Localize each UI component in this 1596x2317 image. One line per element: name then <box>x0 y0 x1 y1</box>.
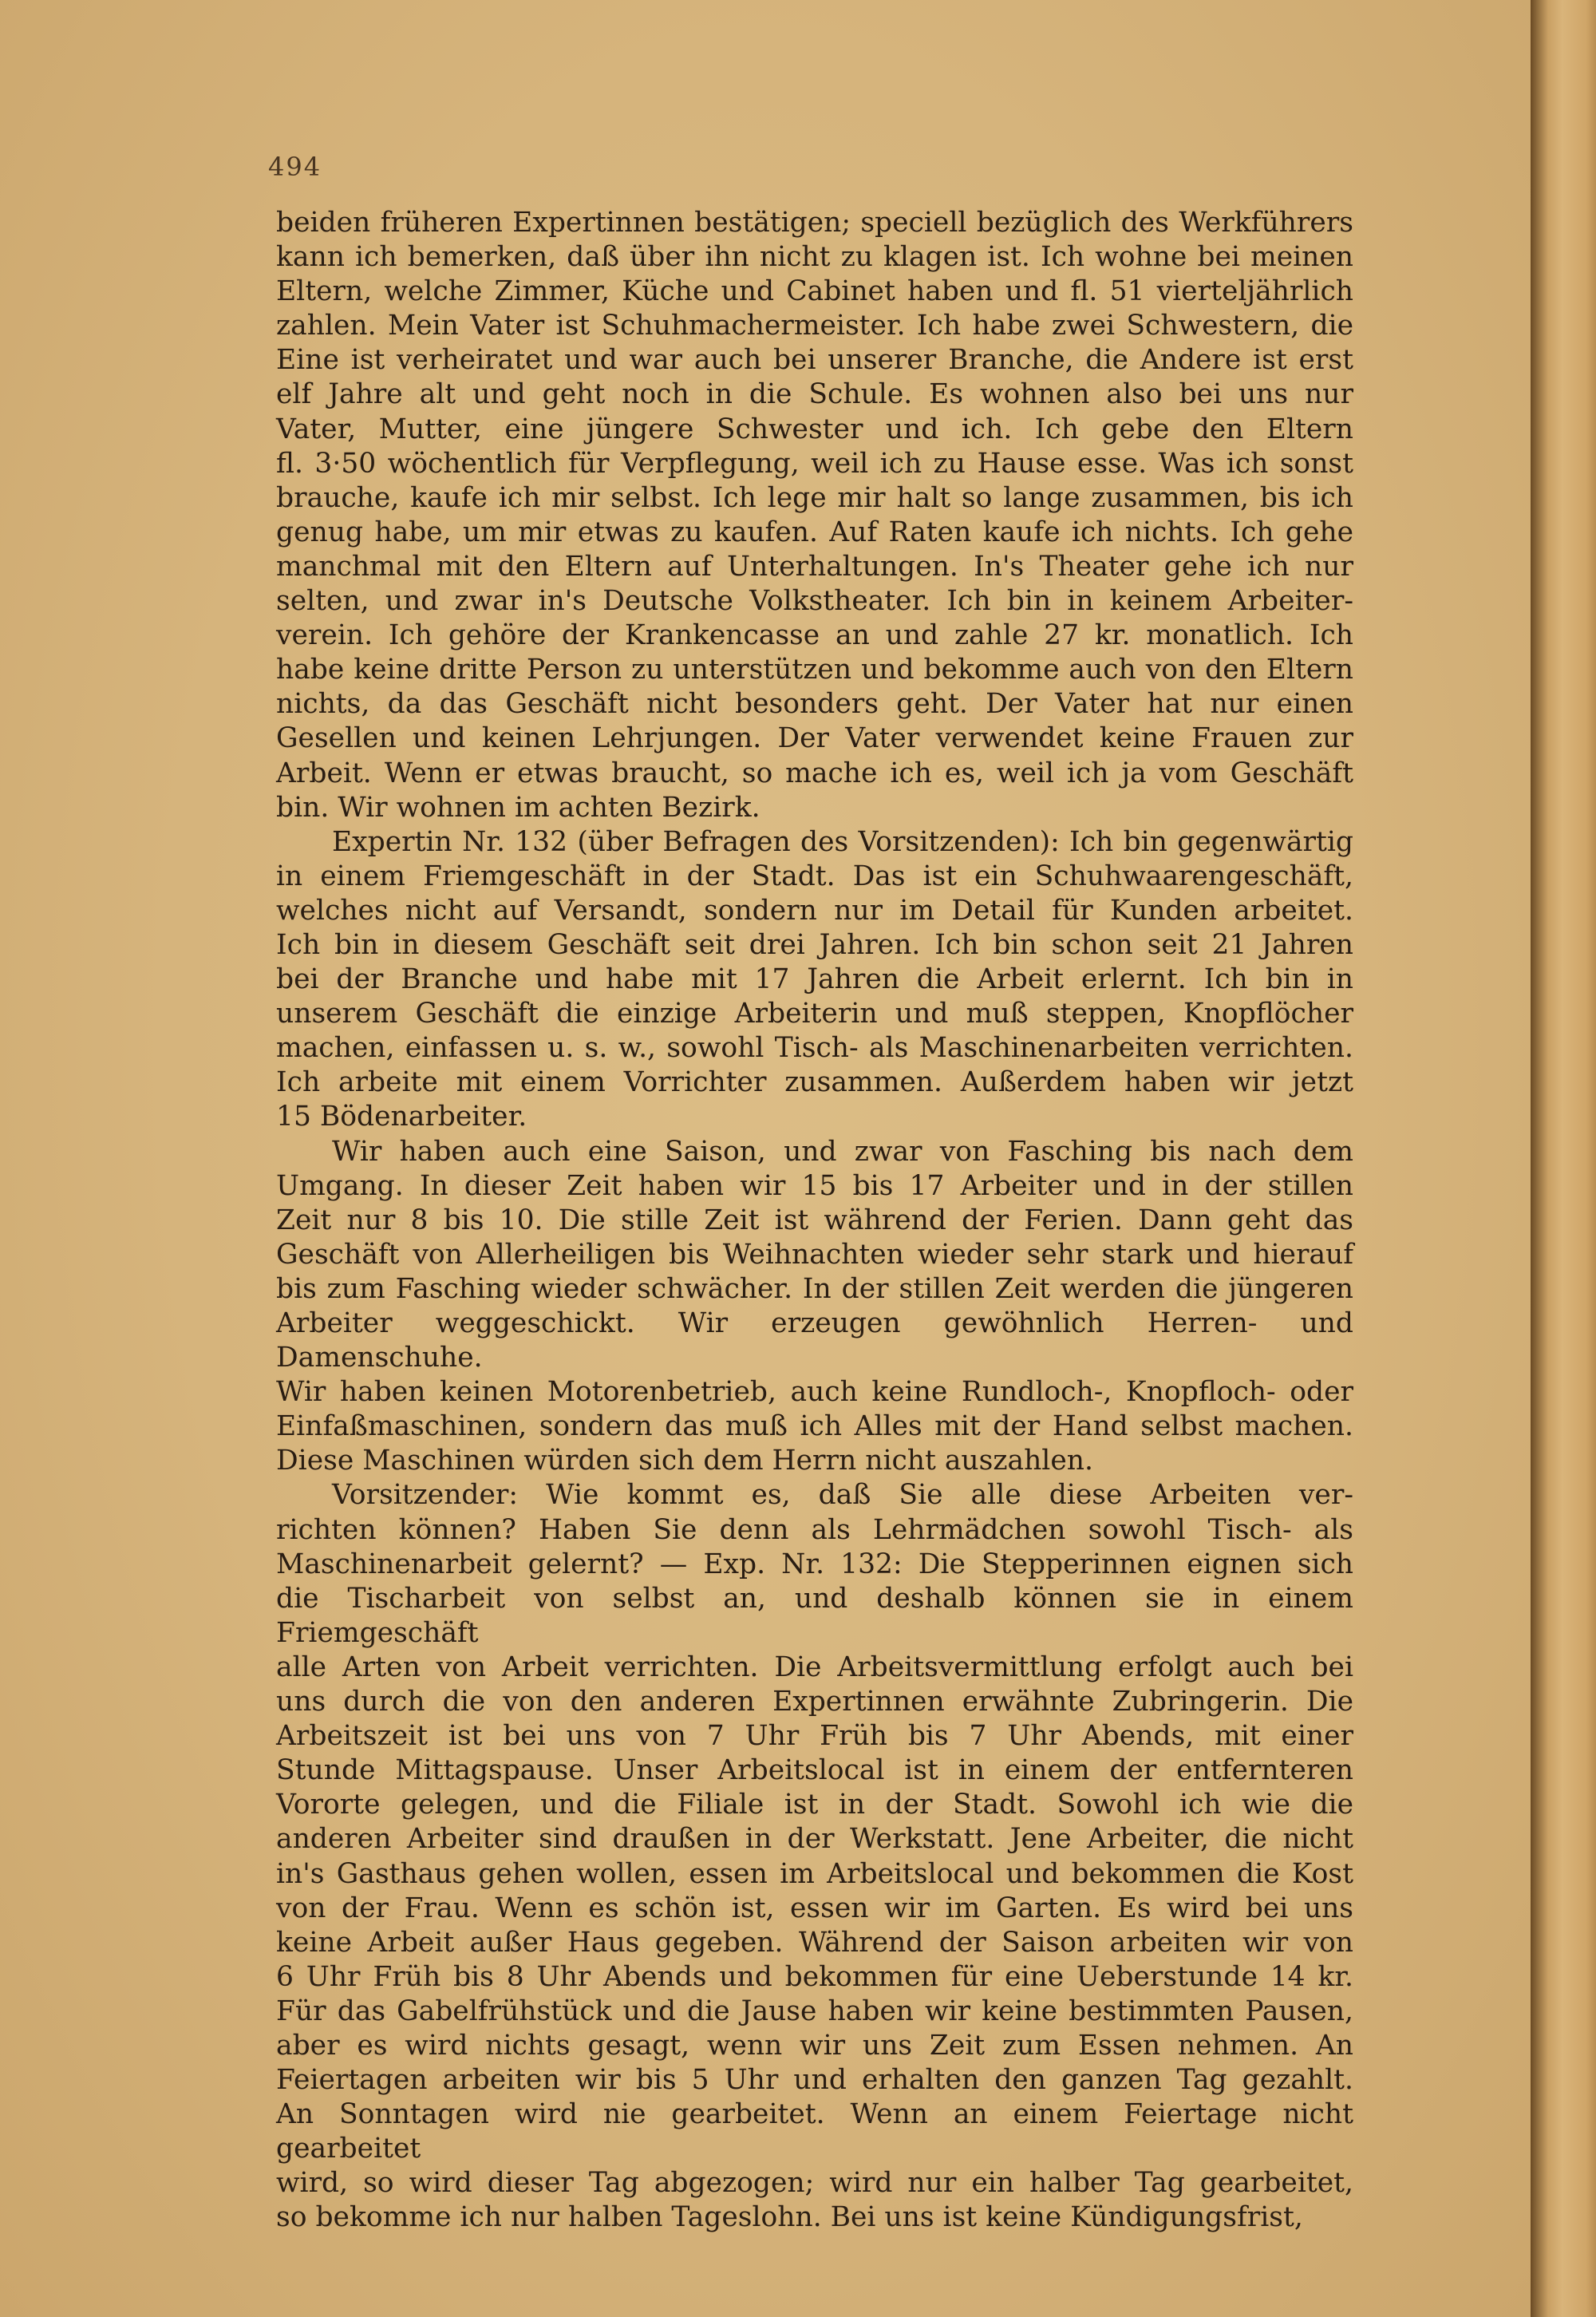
text-line: Für das Gabelfrühstück und die Jause haben wir keine bestimmten Pausen, <box>276 1995 1353 2027</box>
text-line: keine Arbeit außer Haus gegeben. Während der Saison arbeiten wir von <box>276 1926 1353 1959</box>
text-line: Geschäft von Allerheiligen bis Weihnachten wieder sehr stark und hierauf <box>276 1238 1353 1271</box>
text-line: elf Jahre alt und geht noch in die Schule. Es wohnen also bei uns nur <box>276 378 1353 411</box>
text-line: welches nicht auf Versandt, sondern nur im Detail für Kunden arbeitet. <box>276 894 1353 927</box>
text-line: machen, einfassen u. s. w., sowohl Tisch- als Maschinenarbeiten verrichten. <box>276 1032 1353 1065</box>
text-line: Stunde Mittagspause. Unser Arbeitslocal ist in einem der entfernteren <box>276 1754 1353 1787</box>
text-line: richten können? Haben Sie denn als Lehrmädchen sowohl Tisch- als <box>276 1513 1353 1546</box>
text-line: selten, und zwar in's Deutsche Volkstheater. Ich bin in keinem Arbeiter- <box>276 585 1353 618</box>
text-line: genug habe, um mir etwas zu kaufen. Auf Raten kaufe ich nichts. Ich gehe <box>276 516 1353 548</box>
text-line: die Tischarbeit von selbst an, und deshalb können sie in einem Friemgeschäft <box>276 1582 1353 1649</box>
text-line: Umgang. In dieser Zeit haben wir 15 bis 17 Arbeiter und in der stillen <box>276 1169 1353 1202</box>
text-line: unserem Geschäft die einzige Arbeiterin und muß steppen, Knopflöcher <box>276 998 1353 1030</box>
text-line: habe keine dritte Person zu unterstützen und bekomme auch von den Eltern <box>276 654 1353 686</box>
text-line: Diese Maschinen würden sich dem Herrn nicht auszahlen. <box>276 1445 1093 1477</box>
text-line: Gesellen und keinen Lehrjungen. Der Vater verwendet keine Frauen zur <box>276 722 1353 755</box>
text-line: brauche, kaufe ich mir selbst. Ich lege mir halt so lange zusammen, bis ich <box>276 481 1353 514</box>
text-line: beiden früheren Expertinnen bestätigen; speciell bezüglich des Werkführers <box>276 207 1353 239</box>
text-line: kann ich bemerken, daß über ihn nicht zu klagen ist. Ich wohne bei meinen <box>276 241 1353 274</box>
text-line: wird, so wird dieser Tag abgezogen; wird nur ein halber Tag gearbeitet, <box>276 2167 1353 2200</box>
text-line: Eltern, welche Zimmer, Küche und Cabinet haben und fl. 51 vierteljährlich <box>276 275 1353 308</box>
text-line: in einem Friemgeschäft in der Stadt. Das ist ein Schuhwaarengeschäft, <box>276 860 1353 892</box>
text-line: uns durch die von den anderen Expertinnen erwähnte Zubringerin. Die <box>276 1686 1353 1718</box>
text-line: Maschinenarbeit gelernt? — Exp. Nr. 132: Die Stepperinnen eignen sich <box>276 1548 1353 1580</box>
text-line: so bekomme ich nur halben Tageslohn. Bei uns ist keine Kündigungsfrist, <box>276 2201 1303 2234</box>
page-number: 494 <box>268 152 322 182</box>
text-line: Vorsitzender: Wie kommt es, daß Sie alle diese Arbeiten ver- <box>332 1479 1353 1512</box>
text-line: manchmal mit den Eltern auf Unterhaltungen. In's Theater gehe ich nur <box>276 550 1353 583</box>
text-line: Vororte gelegen, und die Filiale ist in der Stadt. Sowohl ich wie die <box>276 1789 1353 1821</box>
text-line: bis zum Fasching wieder schwächer. In der stillen Zeit werden die jüngeren <box>276 1272 1353 1305</box>
text-line: Wir haben keinen Motorenbetrieb, auch keine Rundloch-, Knopfloch- oder <box>276 1376 1353 1409</box>
text-line: Vater, Mutter, eine jüngere Schwester und ich. Ich gebe den Eltern <box>276 413 1353 445</box>
text-line: Arbeit. Wenn er etwas braucht, so mache ich es, weil ich ja vom Geschäft <box>276 757 1353 789</box>
text-line: in's Gasthaus gehen wollen, essen im Arbeitslocal und bekommen die Kost <box>276 1857 1353 1890</box>
text-line: 15 Bödenarbeiter. <box>276 1101 527 1133</box>
text-line: Eine ist verheiratet und war auch bei unserer Branche, die Andere ist erst <box>276 344 1353 377</box>
text-line: anderen Arbeiter sind draußen in der Werkstatt. Jene Arbeiter, die nicht <box>276 1823 1353 1856</box>
text-line: verein. Ich gehöre der Krankencasse an und zahle 27 kr. monatlich. Ich <box>276 619 1353 652</box>
text-line: zahlen. Mein Vater ist Schuhmachermeister. Ich habe zwei Schwestern, die <box>276 310 1353 342</box>
text-line: Einfaßmaschinen, sondern das muß ich Alles mit der Hand selbst machen. <box>276 1410 1353 1443</box>
text-line: von der Frau. Wenn es schön ist, essen wir im Garten. Es wird bei uns <box>276 1892 1353 1924</box>
text-line: Zeit nur 8 bis 10. Die stille Zeit ist während der Ferien. Dann geht das <box>276 1204 1353 1236</box>
text-line: bei der Branche und habe mit 17 Jahren die Arbeit erlernt. Ich bin in <box>276 963 1353 996</box>
page-edge <box>1531 0 1596 2317</box>
text-line: Ich bin in diesem Geschäft seit drei Jahren. Ich bin schon seit 21 Jahren <box>276 928 1353 961</box>
text-line: Arbeiter weggeschickt. Wir erzeugen gewöhnlich Herren- und Damenschuhe. <box>276 1307 1353 1374</box>
text-line: bin. Wir wohnen im achten Bezirk. <box>276 791 760 824</box>
text-line: aber es wird nichts gesagt, wenn wir uns Zeit zum Essen nehmen. An <box>276 2029 1353 2062</box>
text-line: Arbeitszeit ist bei uns von 7 Uhr Früh bis 7 Uhr Abends, mit einer <box>276 1720 1353 1753</box>
text-line: fl. 3·50 wöchentlich für Verpflegung, weil ich zu Hause esse. Was ich sonst <box>276 447 1353 480</box>
text-line: An Sonntagen wird nie gearbeitet. Wenn an einem Feiertage nicht gearbeitet <box>276 2098 1353 2165</box>
text-line: Feiertagen arbeiten wir bis 5 Uhr und erhalten den ganzen Tag gezahlt. <box>276 2064 1353 2097</box>
text-line: 6 Uhr Früh bis 8 Uhr Abends und bekommen für eine Ueberstunde 14 kr. <box>276 1960 1353 1993</box>
text-line: Wir haben auch eine Saison, und zwar von Fasching bis nach dem <box>332 1135 1353 1168</box>
text-line: alle Arten von Arbeit verrichten. Die Arbeitsvermittlung erfolgt auch bei <box>276 1651 1353 1683</box>
text-line: Ich arbeite mit einem Vorrichter zusammen. Außerdem haben wir jetzt <box>276 1066 1353 1099</box>
text-line: nichts, da das Geschäft nicht besonders geht. Der Vater hat nur einen <box>276 688 1353 721</box>
page-text <box>276 206 1353 2236</box>
text-line: Expertin Nr. 132 (über Befragen des Vorsitzenden): Ich bin gegenwärtig <box>332 825 1353 858</box>
